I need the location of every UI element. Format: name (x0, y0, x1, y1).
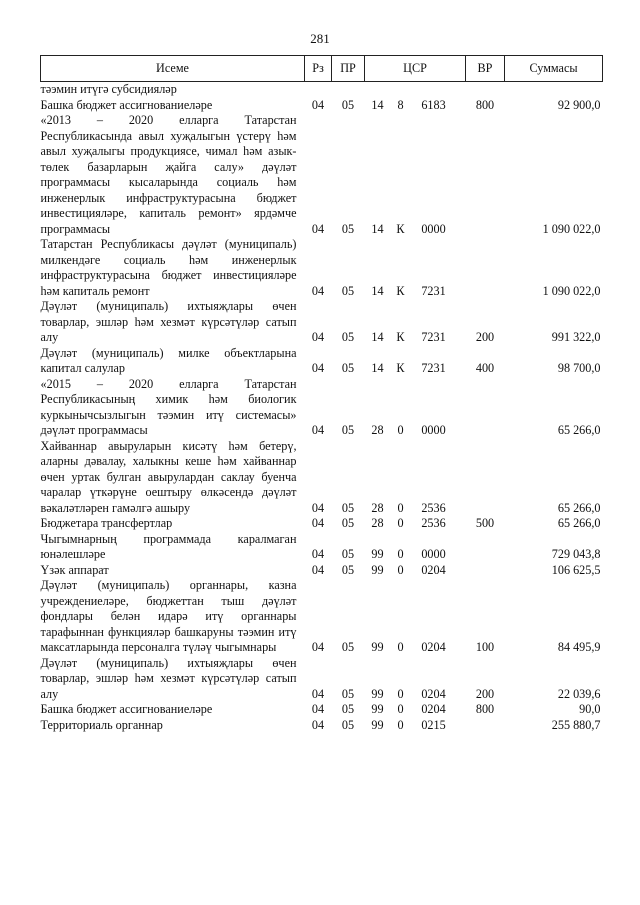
row-sum: 84 495,9 (557, 640, 601, 654)
row-csr-part-1: 99 (371, 717, 384, 732)
row-name: Дәүләт (муниципаль) ихтыяҗлары өчен товарлар, эшләр һәм хезмәт күрсәтүләр сатып алу (40, 655, 297, 701)
row-sum: 90,0 (579, 702, 601, 716)
row-csr-part-3: 0215 (421, 717, 446, 732)
row-vr (466, 377, 505, 439)
row-vr (466, 439, 505, 517)
row-vr (466, 563, 505, 579)
row-sum: 1 090 022,0 (542, 221, 601, 236)
header-pr: ПР (332, 56, 365, 82)
row-sum: 98 700,0 (557, 361, 601, 375)
table-row (41, 532, 603, 563)
row-pr (332, 82, 365, 98)
row-sum: 106 625,5 (551, 562, 601, 577)
row-csr-part-2: 8 (397, 97, 404, 112)
row-pr: 05 (341, 97, 355, 112)
row-rz: 04 (311, 221, 325, 236)
row-sum: 65 266,0 (557, 516, 601, 530)
row-csr (365, 237, 466, 299)
table-row (41, 98, 603, 114)
row-csr (365, 98, 466, 114)
row-vr: 200 (475, 330, 495, 344)
row-csr-part-1: 14 (371, 283, 384, 298)
row-csr-part-2: 0 (397, 640, 404, 654)
row-sum: 1 090 022,0 (542, 283, 601, 298)
row-vr: 400 (475, 361, 495, 375)
row-csr-part-2: 0 (397, 423, 404, 437)
row-name: «2015 – 2020 елларга Татарстан Республикасының химик һәм биологик куркынычсызлыгын тәэмин итү системасы» дәүләт программасы (40, 376, 297, 437)
row-pr: 05 (341, 423, 355, 437)
table-row (41, 113, 603, 237)
row-csr (365, 718, 466, 734)
row-csr-part-2: К (396, 283, 405, 298)
row-csr (365, 516, 466, 532)
row-csr-part-1: 99 (371, 562, 384, 577)
table-row (41, 563, 603, 579)
row-csr-part-1: 99 (371, 702, 384, 716)
row-pr: 05 (341, 330, 355, 344)
table-row (41, 237, 603, 299)
row-rz: 04 (311, 562, 325, 577)
table-row (41, 516, 603, 532)
row-rz: 04 (311, 547, 325, 561)
table-row (41, 578, 603, 656)
header-name: Исеме (41, 56, 305, 82)
row-rz: 04 (311, 361, 325, 375)
row-pr: 05 (341, 500, 355, 515)
row-csr-part-2: К (396, 361, 405, 375)
row-sum: 65 266,0 (557, 423, 601, 437)
row-csr (365, 346, 466, 377)
row-vr: 200 (475, 686, 495, 701)
row-csr-part-3: 0204 (421, 562, 446, 577)
row-pr: 05 (341, 686, 355, 701)
budget-table (40, 55, 603, 733)
row-csr-part-1: 14 (371, 361, 384, 375)
row-csr-part-3: 2536 (421, 516, 446, 530)
row-csr-part-1: 99 (371, 686, 384, 701)
row-vr: 500 (475, 516, 495, 530)
row-csr (365, 563, 466, 579)
row-sum: 22 039,6 (557, 686, 601, 701)
row-rz: 04 (311, 702, 325, 716)
row-csr-part-3: 0204 (421, 702, 446, 716)
row-csr-part-3: 0000 (421, 423, 446, 437)
table-header-row (41, 56, 603, 82)
row-csr-part-3: 7231 (421, 361, 446, 375)
row-rz: 04 (311, 516, 325, 530)
row-rz: 04 (311, 717, 325, 732)
row-csr-part-2: 0 (397, 547, 404, 561)
row-csr-part-2: 0 (397, 516, 404, 530)
row-csr (365, 299, 466, 346)
row-vr: 800 (475, 702, 495, 716)
table-row (41, 439, 603, 517)
row-csr-part-2: 0 (397, 562, 404, 577)
row-csr-part-3: 2536 (421, 500, 446, 515)
row-csr (365, 82, 466, 98)
row-rz: 04 (311, 283, 325, 298)
table-body (41, 82, 603, 734)
row-csr-part-2: К (396, 221, 405, 236)
row-sum: 991 322,0 (551, 330, 601, 344)
row-name: Дәүләт (муниципаль) ихтыяҗлары өчен товарлар, эшләр һәм хезмәт күрсәтүләр сатып алу (40, 299, 297, 344)
row-csr-part-1: 14 (371, 330, 384, 344)
row-name: Башка бюджет ассигнованиеләре (40, 702, 213, 716)
row-csr-part-1: 14 (371, 221, 384, 236)
row-csr-part-3: 0204 (421, 640, 446, 654)
row-name: «2013 – 2020 елларга Татарстан Республикасында авыл хуҗалыгын үстерү һәм авыл хуҗалыгы продукциясе, чимал һәм азык-төлек базарларын җайга салу» дәүләт программасы кысаларында социаль һәм инженерлык инфраструктурасына бюджет инвестицияләре, капиталь ремонт» ярдәмче программасы (40, 113, 297, 236)
row-sum: 92 900,0 (557, 97, 601, 112)
row-name: Башка бюджет ассигнованиеләре (40, 97, 213, 112)
row-pr: 05 (341, 361, 355, 375)
table-row (41, 656, 603, 703)
header-vr: ВР (466, 56, 505, 82)
row-csr-part-3: 0204 (421, 686, 446, 701)
row-name: тәэмин итүгә субсидияләр (40, 82, 177, 96)
row-pr: 05 (341, 221, 355, 236)
page-number: 281 (310, 31, 330, 46)
row-csr-part-1: 28 (371, 500, 384, 515)
row-csr (365, 656, 466, 703)
row-pr: 05 (341, 717, 355, 732)
row-csr-part-3: 7231 (421, 283, 446, 298)
row-csr-part-2: К (396, 330, 405, 344)
row-name: Дәүләт (муниципаль) органнары, казна учреждениеләре, бюджеттан тыш дәүләт фондлары белән идарә итү органнары тарафыннан функцияләр башкаруны тәэмин итү максатларында персоналга түләү чыгымнары (40, 578, 297, 654)
header-csr: ЦСР (365, 56, 466, 82)
table-row (41, 299, 603, 346)
table-row (41, 718, 603, 734)
row-name: Хайваннар авыруларын кисәтү һәм бетерү, аларны дәвалау, халыкны кеше һәм хайваннар өчен уртак булган авырулардан саклау буенча чаралар үткәрүне оештыру өлкәсендә дәүләт вәкаләтләрен гамәлгә ашыру (40, 438, 297, 515)
row-vr: 100 (475, 640, 495, 654)
row-csr-part-3: 6183 (421, 97, 446, 112)
row-csr (365, 532, 466, 563)
table-row (41, 82, 603, 98)
row-csr-part-1: 99 (371, 640, 384, 654)
row-csr-part-1: 14 (371, 97, 384, 112)
row-csr-part-2: 0 (397, 686, 404, 701)
row-sum: 729 043,8 (551, 547, 601, 561)
row-csr-part-2: 0 (397, 702, 404, 716)
table-row (41, 702, 603, 718)
header-sum: Суммасы (505, 56, 603, 82)
row-csr (365, 578, 466, 656)
row-csr-part-2: 0 (397, 717, 404, 732)
row-rz: 04 (311, 330, 325, 344)
row-vr (466, 113, 505, 237)
row-csr-part-3: 0000 (421, 221, 446, 236)
row-name: Дәүләт (муниципаль) милке объектларына капитал салулар (40, 345, 297, 375)
row-pr: 05 (341, 640, 355, 654)
row-vr (466, 532, 505, 563)
row-sum: 65 266,0 (557, 500, 601, 515)
row-csr-part-1: 99 (371, 547, 384, 561)
row-csr-part-3: 0000 (421, 547, 446, 561)
header-rz: Рз (305, 56, 332, 82)
row-rz (305, 82, 332, 98)
row-csr (365, 377, 466, 439)
row-rz: 04 (311, 500, 325, 515)
row-csr (365, 702, 466, 718)
row-rz: 04 (311, 97, 325, 112)
row-csr-part-3: 7231 (421, 330, 446, 344)
row-pr: 05 (341, 562, 355, 577)
row-csr (365, 439, 466, 517)
row-name: Үзәк аппарат (40, 562, 109, 577)
row-sum: 255 880,7 (551, 717, 601, 732)
row-name: Территориаль органнар (40, 717, 163, 732)
table-row (41, 346, 603, 377)
row-name: Татарстан Республикасы дәүләт (муниципаль) милкендәге социаль һәм инженерлык инфраструктурасына бюджет инвестицияләре һәм капиталь ремонт (40, 237, 297, 298)
row-pr: 05 (341, 283, 355, 298)
row-vr (466, 718, 505, 734)
table-row (41, 377, 603, 439)
row-csr-part-2: 0 (397, 500, 404, 515)
row-rz: 04 (311, 423, 325, 437)
row-sum (505, 82, 603, 98)
row-pr: 05 (341, 547, 355, 561)
row-csr-part-1: 28 (371, 423, 384, 437)
row-rz: 04 (311, 640, 325, 654)
row-vr (466, 237, 505, 299)
row-name: Чыгымнарның программада каралмаган юнәлешләре (40, 531, 297, 561)
row-csr-part-1: 28 (371, 516, 384, 530)
row-pr: 05 (341, 702, 355, 716)
row-name: Бюджетара трансфертлар (40, 516, 173, 530)
row-rz: 04 (311, 686, 325, 701)
row-vr (466, 82, 505, 98)
row-vr: 800 (475, 97, 495, 112)
row-csr (365, 113, 466, 237)
row-pr: 05 (341, 516, 355, 530)
